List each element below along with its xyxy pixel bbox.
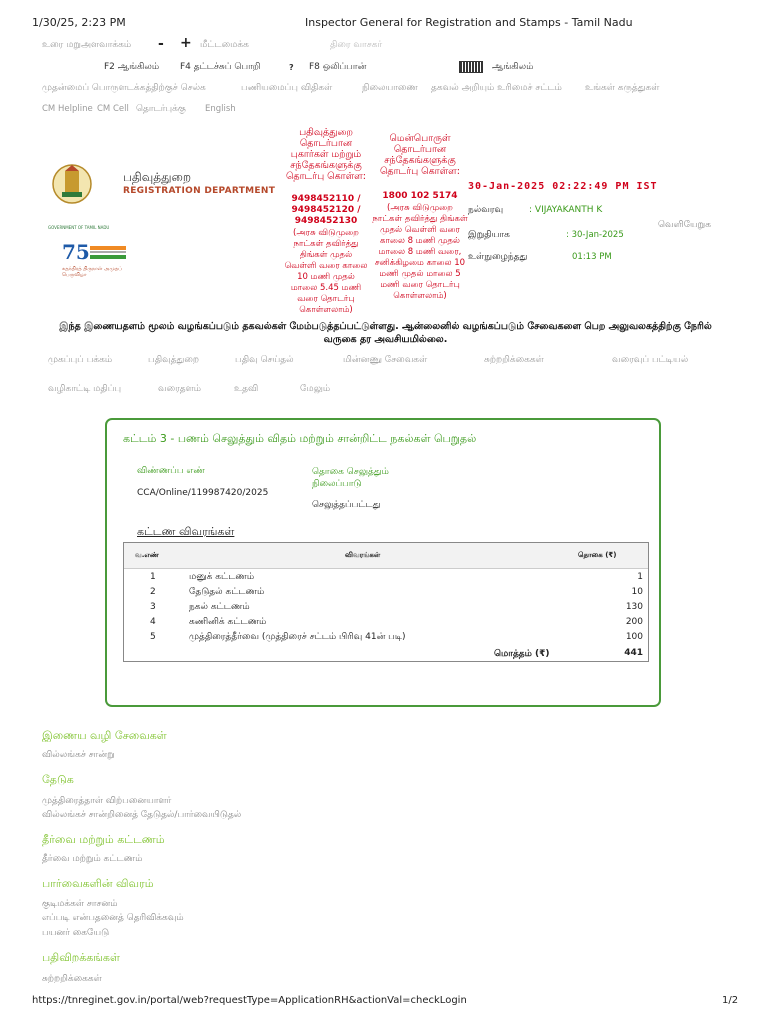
footer-views-title: பார்வைகளின் விவரம்: [42, 877, 154, 890]
application-number-label: விண்ணப்ப எண்: [137, 466, 205, 476]
fee-total-value: 441: [624, 648, 643, 658]
nav-e-services[interactable]: மின்னணு சேவைகள்: [343, 355, 428, 365]
footer-link-user-manual[interactable]: பயனர் கையேடு: [42, 928, 110, 938]
fee-row-sno: 3: [150, 602, 156, 612]
print-title: Inspector General for Registration and Stamps - Tamil Nadu: [305, 16, 633, 29]
login-time: 01:13 PM: [572, 252, 612, 262]
feedback-link[interactable]: உங்கள் கருத்துகள்: [585, 83, 660, 93]
nav-map[interactable]: வரைதளம்: [158, 384, 202, 394]
current-datetime: 30-Jan-2025 02:22:49 PM IST: [468, 181, 658, 192]
standing-order-link[interactable]: நிலையாணை: [362, 83, 418, 93]
screen-reader-link[interactable]: திரை வாசகர்: [330, 40, 383, 50]
welcome-label: நல்வரவு: [468, 205, 504, 215]
nav-home[interactable]: முகப்புப் பக்கம்: [48, 355, 113, 365]
username: VIJAYAKANTH K: [534, 205, 603, 215]
contact-link[interactable]: தொடர்புக்கு: [136, 104, 186, 114]
fee-row-detail: தேடுதல் கட்டணம்: [189, 587, 265, 597]
footer-link-ec[interactable]: வில்லங்கச் சான்று: [42, 750, 115, 760]
fee-total-label: மொத்தம் (₹): [494, 649, 550, 659]
footer-link-ec-search[interactable]: வில்லங்கச் சான்றினைத் தேடுதல்/பார்வையிடுதல்: [42, 810, 242, 820]
font-increase-button[interactable]: +: [180, 35, 192, 51]
fee-row-sno: 4: [150, 617, 156, 627]
col-details: விவரங்கள்: [345, 551, 381, 559]
fee-row-detail: முத்திரைத்தீர்வை (முத்திரைச் சட்டம் பிரிவு 41ன் படி): [189, 632, 406, 642]
software-hours-note: (அரசு விடுமுறை நாட்கள் தவிர்த்து திங்கள் முதல் வெள்ளி வரை காலை 8 மணி முதல் மாலை 8 மணி வரை, சனிக்கிழமை காலை 10 மணி முதல் மாலை 5 மணி வரை தொடர்பு கொள்ளலாம்): [372, 203, 468, 301]
nav-registration-dept[interactable]: பதிவுத்துறை: [148, 355, 199, 365]
col-sno: வ.எண்: [135, 551, 159, 559]
cm-helpline-link[interactable]: CM Helpline: [42, 104, 93, 114]
nav-registration[interactable]: பதிவு செய்தல்: [235, 355, 294, 365]
fee-table-header: [124, 543, 648, 569]
azadi-caption: சுதந்திரத் திருநாள் அமுதப் பெருவிழா: [62, 266, 122, 278]
print-page-number: 1/2: [722, 995, 739, 1006]
azadi-75-text: 75: [62, 240, 90, 264]
fee-row-detail: கணினிக் கட்டணம்: [189, 617, 267, 627]
cm-cell-link[interactable]: CM Cell: [97, 104, 129, 114]
logout-link[interactable]: வெளியேறுக: [658, 220, 711, 230]
logo-english-text: REGISTRATION DEPARTMENT: [123, 186, 276, 196]
english-link[interactable]: English: [205, 104, 236, 114]
footer-link-duty[interactable]: தீர்வை மற்றும் கட்டணம்: [42, 854, 143, 864]
fee-row-detail: மனுக் கட்டணம்: [189, 572, 255, 582]
last-login-date-value: 30-Jan-2025: [571, 230, 624, 240]
nav-help[interactable]: உதவி: [234, 384, 259, 394]
col-amount: தொகை (₹): [578, 551, 617, 559]
software-heading: மென்பொருள் தொடர்பான சந்தேகங்களுக்கு தொடர்பு கொள்ள:: [380, 133, 460, 177]
application-number-value: CCA/Online/119987420/2025: [137, 488, 269, 498]
payment-status-value: செலுத்தப்பட்டது: [312, 500, 381, 510]
azadi-logo: [62, 240, 132, 264]
f2-english-link[interactable]: F2 ஆங்கிலம்: [104, 62, 160, 72]
footer-duty-title: தீர்வை மற்றும் கட்டணம்: [42, 833, 165, 846]
logo-tamil-text: பதிவுத்துறை: [123, 170, 191, 184]
print-url: https://tnreginet.gov.in/portal/web?requestType=ApplicationRH&actionVal=checkLogin: [32, 995, 467, 1006]
nav-more[interactable]: மேலும்: [300, 384, 331, 394]
card-title: கட்டம் 3 - பணம் செலுத்தும் விதம் மற்றும் சான்றிட்ட நகல்கள் பெறுதல்: [123, 432, 477, 445]
fee-row-amount: 200: [625, 617, 643, 627]
fee-row-amount: 130: [625, 602, 643, 612]
f8-sound-link[interactable]: F8 ஒலிப்பான்: [309, 62, 367, 72]
fee-row-sno: 2: [150, 587, 156, 597]
keyboard-icon[interactable]: [459, 61, 483, 73]
help-icon[interactable]: ?: [289, 63, 294, 72]
footer-search-title: தேடுக: [42, 773, 74, 786]
login-time-label: உள்நுழைந்தது: [468, 252, 528, 262]
fee-details-title: கட்டண விவரங்கள்: [137, 525, 235, 538]
f4-typewriter-link[interactable]: F4 தட்டச்சுப் பொறி: [180, 62, 261, 72]
nav-circulars[interactable]: சுற்றறிக்கைகள்: [484, 355, 544, 365]
footer-link-how-to[interactable]: எப்படி என்பதனைத் தெரிவிக்கவும்: [42, 913, 184, 923]
fee-row-amount: 1: [637, 572, 643, 582]
footer-downloads-title: பதிவிறக்கங்கள்: [42, 951, 120, 964]
welcome-user: : VIJAYAKANTH K: [529, 205, 603, 215]
service-rules-link[interactable]: பணியமைப்பு விதிகள்: [241, 83, 333, 93]
nav-draft-list[interactable]: வரைவுப் பட்டியல்: [612, 355, 689, 365]
site-notice: இந்த இணையதளம் மூலம் வழங்கப்படும் தகவல்கள் மேம்படுத்தப்பட்டுள்ளது. ஆன்லைனில் வழங்கப்படும் சேவைகளை பெற அலுவலகத்திற்கு நேரில் வருகை தர அவசியமில்லை.: [59, 321, 712, 345]
footer-link-circulars[interactable]: சுற்றறிக்கைகள்: [42, 974, 102, 984]
fee-row-sno: 5: [150, 632, 156, 642]
footer-link-charter[interactable]: குடிமக்கள் சாசனம்: [42, 899, 118, 909]
fee-row-amount: 100: [625, 632, 643, 642]
last-login-label: இறுதியாக: [468, 230, 510, 240]
complaint-hours-note: (அரசு விடுமுறை நாட்கள் தவிர்த்து திங்கள் முதல் வெள்ளி வரை காலை 10 மணி முதல் மாலை 5.45 மணி வரை தொடர்பு கொள்ளலாம்): [284, 228, 368, 315]
last-login-date: : 30-Jan-2025: [566, 230, 624, 240]
font-decrease-button[interactable]: -: [158, 36, 164, 52]
software-phone: 1800 102 5174: [382, 191, 458, 201]
fee-row-detail: நகல் கட்டணம்: [189, 602, 250, 612]
fee-row-amount: 10: [631, 587, 643, 597]
print-datetime: 1/30/25, 2:23 PM: [32, 16, 126, 29]
language-english-link[interactable]: ஆங்கிலம்: [492, 62, 534, 72]
rti-link[interactable]: தகவல் அறியும் உரிமைச் சட்டம்: [431, 83, 562, 93]
fee-row-sno: 1: [150, 572, 156, 582]
footer-link-stamp-vendor[interactable]: முத்திரைத்தாள் விற்பனையாளர்: [42, 796, 172, 806]
footer-online-services-title: இணைய வழி சேவைகள்: [42, 729, 167, 742]
complaint-phones: 9498452110 / 9498452120 / 9498452130: [291, 194, 361, 226]
text-resize-label: உரை மறுஅளவாக்கம்: [42, 40, 132, 50]
logo-govt-text: GOVERNMENT OF TAMIL NADU: [48, 225, 110, 230]
complaint-heading: பதிவுத்துறை தொடர்பான புகார்கள் மற்றும் சந்தேகங்களுக்கு தொடர்பு கொள்ள:: [286, 127, 366, 182]
font-reset-link[interactable]: மீட்டமைக்க: [200, 40, 249, 50]
skip-to-content-link[interactable]: முதன்மைப் பொருளடக்கத்திற்குச் செல்க: [42, 83, 206, 93]
tn-emblem-logo: [52, 162, 92, 206]
payment-status-label: தொகை செலுத்தும் நிலைப்பாடு: [312, 467, 389, 489]
nav-guideline-value[interactable]: வழிகாட்டி மதிப்பு: [48, 384, 122, 394]
